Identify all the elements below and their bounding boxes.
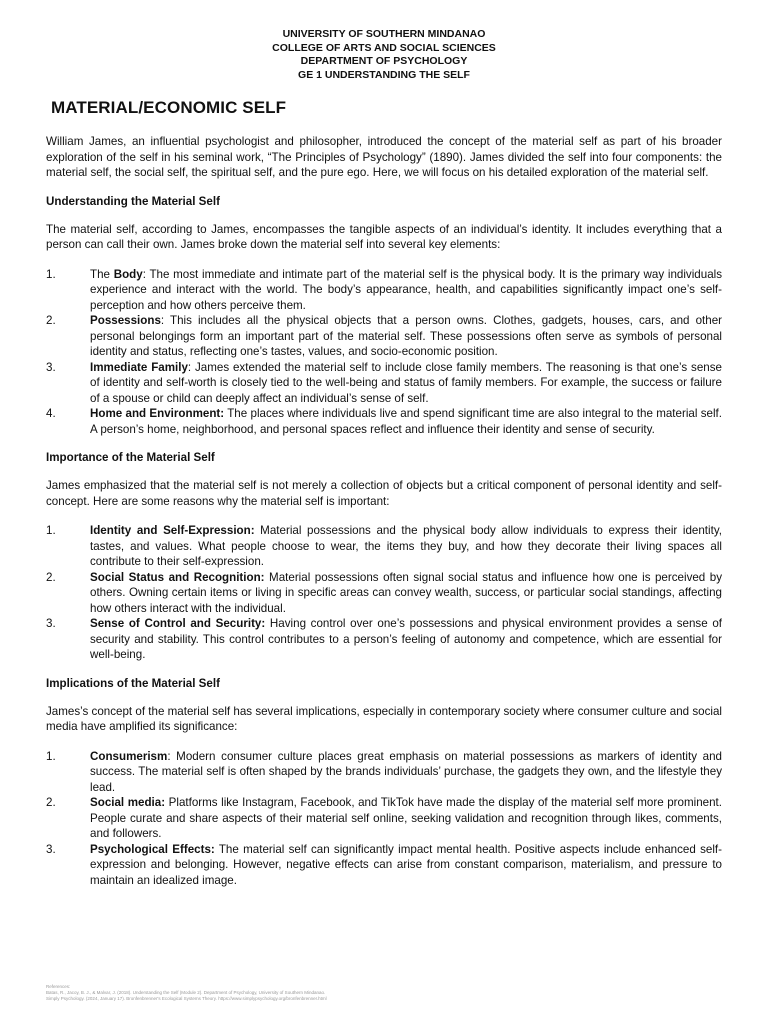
list-item xyxy=(46,616,722,663)
section-heading-implications: Implications of the Material Self xyxy=(46,676,220,690)
reference-entry: Simply Psychology. (2024, January 17). Bronfenbrenner's Ecological Systems Theory. https://www.simplypsychology.org/bronfenbrenner.html xyxy=(46,996,327,1001)
list-text xyxy=(90,842,722,889)
list-term: Immediate Family xyxy=(90,360,188,374)
section-text-importance: James emphasized that the material self is not merely a collection of objects but a critical component of personal identity and self-concept. Here are some reasons why the material self is important: xyxy=(46,479,722,508)
list-item xyxy=(46,267,722,314)
references-label: References: xyxy=(46,984,71,989)
list-term: Social Status and Recognition: xyxy=(90,570,265,584)
list-description: : This includes all the physical objects that a person owns. Clothes, gadgets, houses, cars, and other personal belongings form an important part of the material self. These possessions often serve as symbols of personal identity and status, reflecting one’s tastes, values, and socio-economic position. xyxy=(90,314,722,358)
header-course: GE 1 UNDERSTANDING THE SELF xyxy=(298,68,470,81)
list-term: Home and Environment: xyxy=(90,407,225,420)
header-college: COLLEGE OF ARTS AND SOCIAL SCIENCES xyxy=(272,41,496,54)
list-number: 2. xyxy=(46,314,56,327)
list-description: Material possessions and the physical body allow individuals to express their identity, tastes, and values. What people choose to wear, the items they buy, and how they decorate their living spaces all contribute to their self-expression. xyxy=(90,524,722,568)
list-item xyxy=(46,749,722,796)
section-text-implications: James’s concept of the material self has several implications, especially in contemporary society where consumer culture and social media have amplified its significance: xyxy=(46,704,722,733)
list-importance xyxy=(46,523,722,663)
list-number: 3. xyxy=(46,360,56,374)
list-term: Sense of Control and Security: xyxy=(90,617,266,630)
list-number: 4. xyxy=(46,407,56,420)
list-text xyxy=(90,313,722,360)
list-implications xyxy=(46,749,722,889)
list-term: Possessions xyxy=(90,314,161,327)
reference-entry: Batas, R., Jacoy, B. J., & Malvar, J. (2018). Understanding the Self (Module 2). Department of Psychology, University of Southern Mindanao. xyxy=(46,990,326,995)
list-prefix: The xyxy=(90,267,114,281)
list-text xyxy=(90,406,722,437)
list-number: 1. xyxy=(46,524,56,537)
list-material-elements xyxy=(46,267,722,438)
header-department: DEPARTMENT OF PSYCHOLOGY xyxy=(300,55,468,67)
list-number: 2. xyxy=(46,570,56,584)
list-term: Identity and Self-Expression: xyxy=(90,524,255,537)
header-university: UNIVERSITY OF SOUTHERN MINDANAO xyxy=(282,28,486,40)
page-title: MATERIAL/ECONOMIC SELF xyxy=(51,98,287,117)
list-term: Psychological Effects: xyxy=(90,842,215,856)
list-number: 2. xyxy=(46,796,56,809)
list-item xyxy=(46,523,722,570)
list-item xyxy=(46,313,722,360)
list-term: Body xyxy=(113,267,143,281)
list-text xyxy=(90,616,722,663)
document-header xyxy=(46,28,722,82)
list-number: 1. xyxy=(46,749,56,763)
list-item xyxy=(46,406,722,437)
list-number: 1. xyxy=(46,267,56,281)
section-text-understanding: The material self, according to James, encompasses the tangible aspects of an individual’s identity. It includes everything that a person can call their own. James broke down the material self into several key elements: xyxy=(46,222,722,251)
list-description: Material possessions often signal social status and influence how one is perceived by others. Owning certain items or living in specific areas can convey wealth, success, or particular social standings, affecting how others interact with the individual. xyxy=(90,570,723,615)
section-heading-importance: Importance of the Material Self xyxy=(46,451,215,464)
list-description: : James extended the material self to include close family members. The reasoning is that one’s sense of identity and self-worth is closely tied to the well-being and status of family members. For example, the success or failure of a spouse or child can deeply affect an individual’s sense of self. xyxy=(90,360,722,405)
list-description: : The most immediate and intimate part of the material self is the physical body. It is the primary way individuals experience and interact with the world. The body’s appearance, health, and capabilities significantly impact one’s self-perception and how others perceive them. xyxy=(90,267,723,312)
list-term: Social media: xyxy=(90,796,166,809)
references-footnote xyxy=(46,984,327,1002)
list-text xyxy=(90,570,722,617)
list-number: 3. xyxy=(46,842,56,856)
intro-paragraph: William James, an influential psychologist and philosopher, introduced the concept of the material self as part of his broader exploration of the self in his seminal work, “The Principles of Psychology” (1890). James divided the self into four components: the material self, the social self, the spiritual self, and the pure ego. Here, we will focus on his detailed exploration of the material self. xyxy=(46,135,722,179)
list-text xyxy=(90,749,722,796)
list-number: 3. xyxy=(46,617,56,630)
list-text xyxy=(90,360,722,407)
list-item xyxy=(46,360,722,407)
list-item xyxy=(46,570,722,617)
list-description: Platforms like Instagram, Facebook, and TikTok have made the display of the material self more prominent. People curate and share aspects of their material self online, seeking validation and recognition through likes, comments, and followers. xyxy=(90,796,722,840)
list-description: : Modern consumer culture places great emphasis on material possessions as markers of identity and success. The material self is often shaped by the brands individuals’ purchase, the gadgets they own, and the lifestyle they lead. xyxy=(90,749,722,794)
list-item xyxy=(46,795,722,842)
list-description: The material self can significantly impact mental health. Positive aspects include enhanced self-expression and belonging. However, negative effects can arise from constant comparison, materialism, and pressure to maintain an idealized image. xyxy=(90,842,722,887)
list-text xyxy=(90,523,722,570)
list-text xyxy=(90,795,722,842)
list-text xyxy=(90,267,722,314)
section-heading-understanding: Understanding the Material Self xyxy=(46,194,220,208)
list-item xyxy=(46,842,722,889)
list-description: Having control over one’s possessions and physical environment provides a sense of security and stability. This control contributes to a person’s feeling of autonomy and competence, which are essential for well-being. xyxy=(90,617,722,661)
list-description: The places where individuals live and spend significant time are also integral to the material self. A person’s home, neighborhood, and personal spaces reflect and influence their identity and sense of security. xyxy=(90,407,722,436)
list-term: Consumerism xyxy=(90,749,168,763)
